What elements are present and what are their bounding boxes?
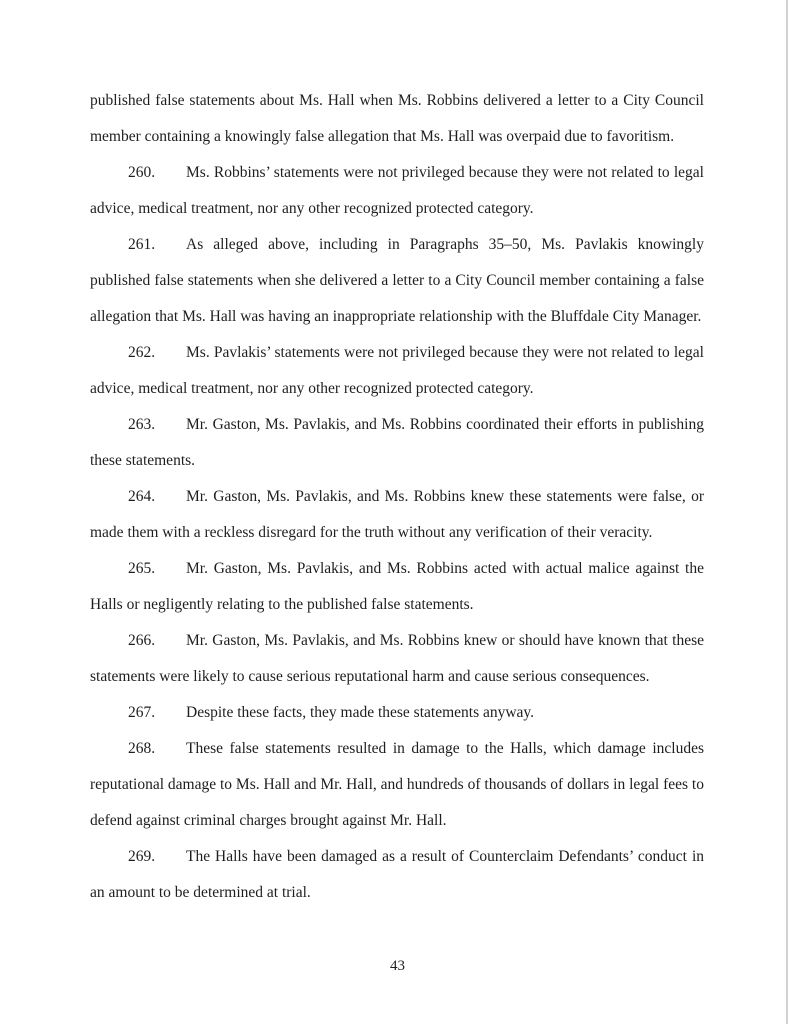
paragraph-text: published false statements about Ms. Hall when Ms. Robbins delivered a letter to a City Council member containing a knowingly false allegation that Ms. Hall was overpaid due to favoritism. [90, 92, 704, 145]
paragraph-268 [90, 731, 704, 839]
paragraph-263 [90, 407, 704, 479]
paragraph-260 [90, 155, 704, 227]
paragraph-number: 261. [128, 236, 156, 253]
paragraph-number: 262. [128, 344, 156, 361]
paragraph-text: Mr. Gaston, Ms. Pavlakis, and Ms. Robbins acted with actual malice against the Halls or negligently relating to the published false statements. [90, 560, 704, 613]
paragraph-text: These false statements resulted in damage to the Halls, which damage includes reputational damage to Ms. Hall and Mr. Hall, and hundreds of thousands of dollars in legal fees to defend against criminal charges brought against Mr. Hall. [90, 740, 704, 829]
paragraph-265 [90, 551, 704, 623]
page-edge-divider [786, 0, 788, 1024]
paragraph-262 [90, 335, 704, 407]
paragraph-text: Despite these facts, they made these statements anyway. [186, 704, 535, 721]
paragraph-number: 265. [128, 560, 156, 577]
paragraph-269 [90, 839, 704, 911]
paragraph-261 [90, 227, 704, 335]
paragraph-number: 264. [128, 488, 156, 505]
paragraph-text: Mr. Gaston, Ms. Pavlakis, and Ms. Robbins knew these statements were false, or made them with a reckless disregard for the truth without any verification of their veracity. [90, 488, 704, 541]
paragraph-text: As alleged above, including in Paragraphs 35–50, Ms. Pavlakis knowingly published false statements when she delivered a letter to a City Council member containing a false allegation that Ms. Hall was having an inappropriate relationship with the Bluffdale City Manager. [90, 236, 704, 325]
page-number: 43 [390, 958, 405, 974]
paragraph-continuation [90, 83, 704, 155]
paragraph-number: 267. [128, 704, 156, 721]
document-body-text [90, 83, 704, 911]
paragraph-text: Mr. Gaston, Ms. Pavlakis, and Ms. Robbins knew or should have known that these statements were likely to cause serious reputational harm and cause serious consequences. [90, 632, 704, 685]
paragraph-number: 260. [128, 164, 156, 181]
paragraph-264 [90, 479, 704, 551]
paragraph-267 [90, 695, 704, 731]
paragraph-text: Mr. Gaston, Ms. Pavlakis, and Ms. Robbins coordinated their efforts in publishing these statements. [90, 416, 704, 469]
paragraph-number: 266. [128, 632, 156, 649]
paragraph-text: The Halls have been damaged as a result of Counterclaim Defendants’ conduct in an amount to be determined at trial. [90, 848, 704, 901]
paragraph-266 [90, 623, 704, 695]
paragraph-text: Ms. Robbins’ statements were not privileged because they were not related to legal advice, medical treatment, nor any other recognized protected category. [90, 164, 704, 217]
paragraph-text: Ms. Pavlakis’ statements were not privileged because they were not related to legal advice, medical treatment, nor any other recognized protected category. [90, 344, 704, 397]
paragraph-number: 269. [128, 848, 156, 865]
paragraph-number: 263. [128, 416, 156, 433]
paragraph-number: 268. [128, 740, 156, 757]
